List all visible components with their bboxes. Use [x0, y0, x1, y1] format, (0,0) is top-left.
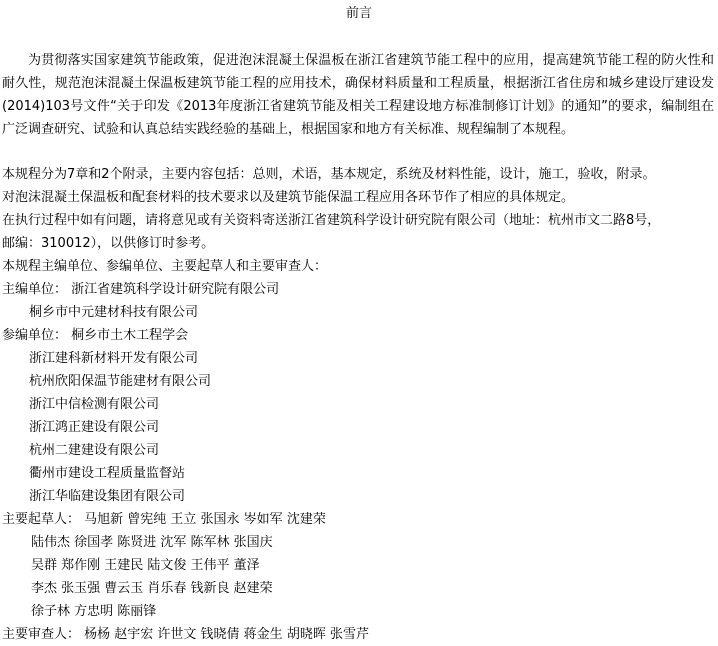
drafters-row: [2, 508, 326, 531]
participant-unit-item: 浙江中信检测有限公司: [29, 397, 160, 412]
participant-unit-row: [2, 324, 188, 347]
drafters-names: 徐子林 方忠明 陈丽锋: [31, 604, 157, 619]
participant-unit-item: 衢州市建设工程质量监督站: [29, 466, 186, 481]
drafters-names: 李杰 张玉强 曹云玉 肖乐春 钱新良 赵建荣: [31, 581, 273, 596]
page-title: 前言: [345, 6, 372, 21]
participant-unit-item: 杭州欣阳保温节能建材有限公司: [29, 374, 212, 389]
participant-unit-item: 杭州二建建设有限公司: [29, 443, 160, 458]
drafters-label: 主要起草人：: [2, 512, 81, 527]
reviewers-row: [2, 623, 369, 646]
chief-unit-label: 主编单位：: [2, 282, 68, 297]
participant-unit-label: 参编单位：: [2, 328, 68, 343]
feedback-line-continued: 邮编：310012），以供修订时参考。: [2, 236, 215, 251]
chief-unit-item: 桐乡市中元建材科技有限公司: [29, 305, 199, 320]
participant-unit-item: 浙江鸿正建设有限公司: [29, 420, 160, 435]
drafters-names: 陆伟杰 徐国孝 陈贤进 沈军 陈军林 张国庆: [31, 535, 273, 550]
reviewers-label: 主要审查人：: [2, 627, 81, 642]
feedback-line: 在执行过程中如有问题，请将意见或有关资料寄送浙江省建筑科学设计研究院有限公司（地址：杭州市文二路8号，: [2, 213, 661, 228]
drafters-names: 吴群 郑作刚 王建民 陆文俊 王伟平 董泽: [31, 558, 260, 573]
chief-unit-item: 浙江省建筑科学设计研究院有限公司: [71, 282, 280, 297]
units-heading: 本规程主编单位、参编单位、主要起草人和主要审查人：: [2, 259, 328, 274]
drafters-names: 马旭新 曾宪纯 王立 张国永 岑如军 沈建荣: [84, 512, 326, 527]
chapters-line: 本规程分为7章和2个附录，主要内容包括：总则，术语，基本规定，系统及材料性能，设计，施工，验收，附录。: [2, 167, 656, 182]
chief-unit-row: [2, 278, 279, 301]
scope-line: 对泡沫混凝土保温板和配套材料的技术要求以及建筑节能保温工程应用各环节作了相应的具体规定。: [2, 190, 575, 205]
intro-paragraph: 为贯彻落实国家建筑节能政策，促进泡沫混凝土保温板在浙江省建筑节能工程中的应用，提高建筑节能工程的防火性和耐久性，规范泡沫混凝土保温板建筑节能工程的应用技术，确保材料质量和工程质量，根据浙江省住房和城乡建设厅建设发(2014)103号文件“关于印发《2013年度浙江省建筑节能及相关工程建设地方标准制修订计划》的通知”的要求，编制组在广泛调查研究、试验和认真总结实践经验的基础上，根据国家和地方有关标准、规程编制了本规程。: [2, 53, 714, 137]
participant-unit-item: 浙江建科新材料开发有限公司: [29, 351, 199, 366]
participant-unit-item: 桐乡市土木工程学会: [71, 328, 189, 343]
participant-unit-item: 浙江华临建设集团有限公司: [29, 489, 186, 504]
reviewers-names: 杨杨 赵宇宏 许世文 钱晓倩 蒋金生 胡晓晖 张雪芹: [84, 627, 369, 642]
